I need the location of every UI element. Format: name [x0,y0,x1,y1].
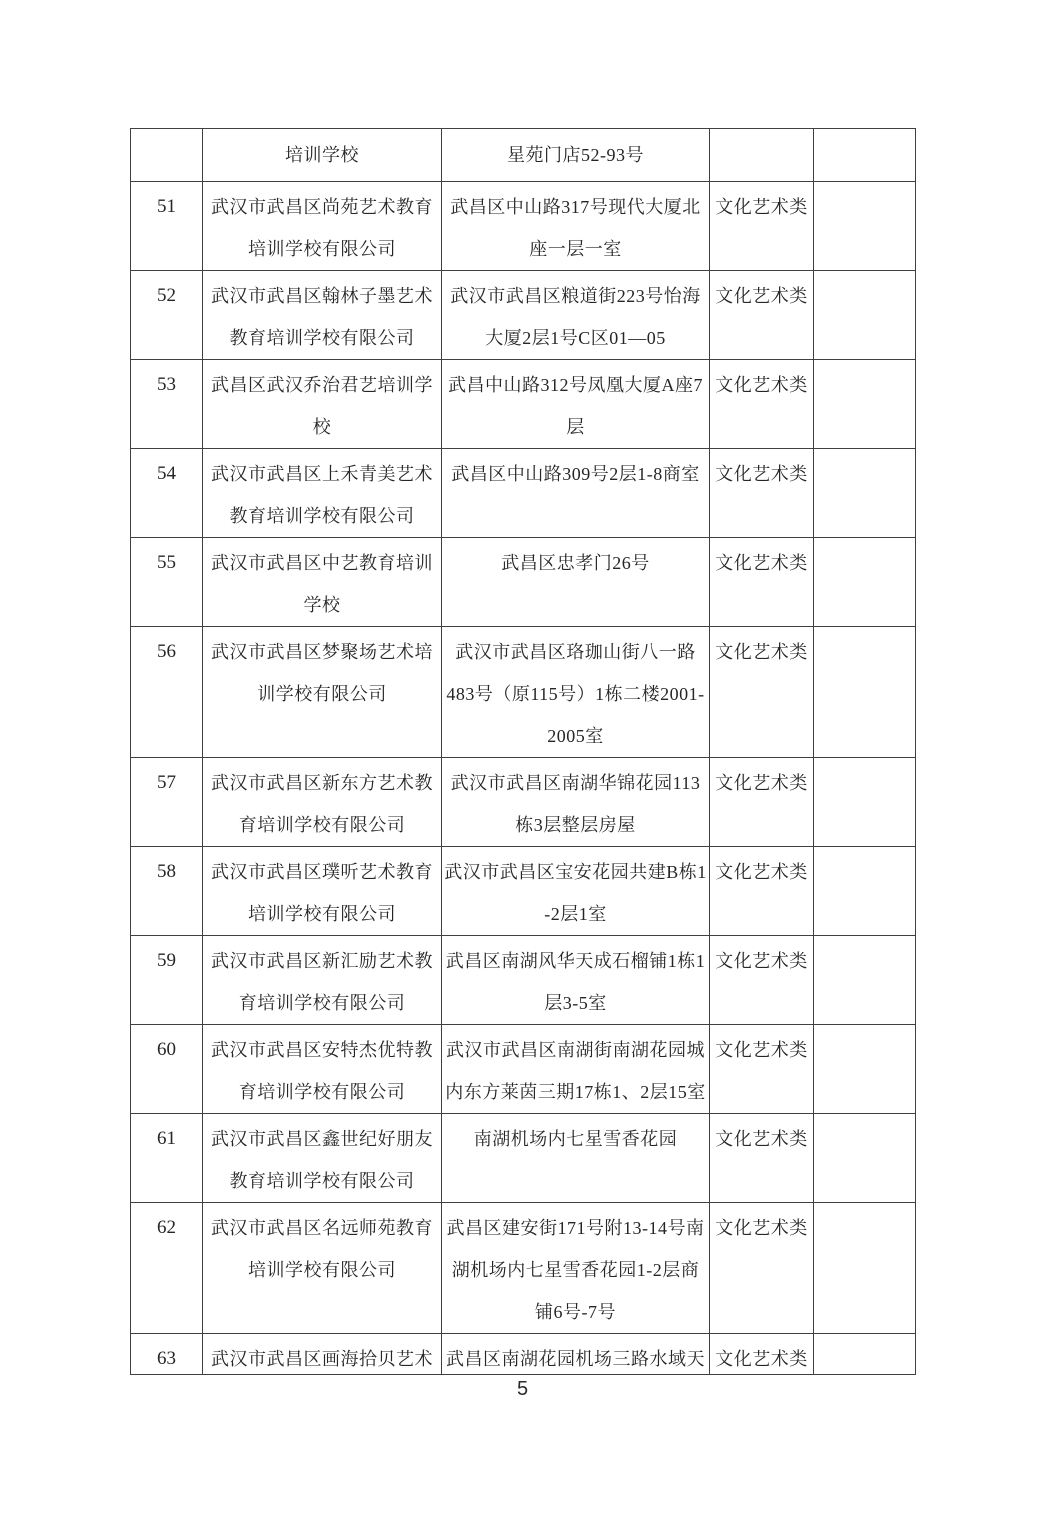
row-number-content [131,538,202,626]
note-cell [814,1203,916,1334]
text-line: 湖机场内七星雪香花园1-2层商 [451,1260,700,1280]
table-row [131,1334,916,1375]
text-line: 育培训学校有限公司 [238,1082,406,1102]
text-line: 育培训学校有限公司 [238,993,406,1013]
text-line: 武汉市武昌区尚苑艺术教育 [211,197,433,217]
text-line: 武汉市武昌区新汇励艺术教 [211,951,433,971]
text-line: 星苑门店52-93号 [507,145,644,165]
category-cell [710,360,814,449]
school-address-cell [442,1334,710,1375]
text-line: 文化艺术类 [715,197,808,217]
category-content [710,758,813,846]
text-line: 培训学校 [285,145,359,165]
text-line: 武汉市武昌区南湖街南湖花园城 [446,1040,705,1060]
text-line: 教育培训学校有限公司 [229,1171,415,1191]
school-name-cell [203,1203,442,1334]
school-address-content [442,758,709,846]
table-row [131,182,916,271]
school-address-cell [442,847,710,936]
school-address-content [442,538,709,626]
row-number-content [131,271,202,359]
note-content [814,538,915,626]
category-content [710,1025,813,1113]
school-name-content [203,129,441,181]
row-number-content [131,1114,202,1202]
text-line: 层3-5室 [544,993,607,1013]
text-line: 文化艺术类 [715,375,808,395]
text-line: 53 [157,374,176,395]
school-name-content [203,1334,441,1374]
school-address-content [442,936,709,1024]
note-content [814,936,915,1024]
note-cell [814,449,916,538]
table-row [131,1025,916,1114]
text-line: 内东方莱茵三期17栋1、2层15室 [445,1082,706,1102]
school-name-cell [203,360,442,449]
note-cell [814,271,916,360]
note-cell [814,538,916,627]
note-content [814,1334,915,1374]
text-line: 训学校有限公司 [257,684,387,704]
row-number-content [131,1025,202,1113]
school-address-cell [442,758,710,847]
category-cell [710,1025,814,1114]
note-cell [814,1334,916,1375]
school-name-content [203,936,441,1024]
row-number-cell [131,1114,203,1203]
text-line: 483号（原115号）1栋二楼2001- [446,684,705,704]
row-number-content [131,627,202,757]
category-content [710,449,813,537]
text-line: 栋3层整层房屋 [515,815,636,835]
school-address-cell [442,936,710,1025]
row-number-content [131,1334,202,1374]
table-row [131,1203,916,1334]
text-line: 座一层一室 [529,239,622,259]
school-name-cell [203,271,442,360]
text-line: 武汉市武昌区南湖华锦花园113 [450,773,701,793]
school-name-content [203,449,441,537]
row-number-cell [131,271,203,360]
row-number-cell [131,1334,203,1375]
school-address-content [442,129,709,181]
note-cell [814,1025,916,1114]
school-address-cell [442,271,710,360]
school-name-content [203,182,441,270]
row-number-content [131,449,202,537]
note-cell [814,847,916,936]
text-line: 59 [157,950,176,971]
text-line: 教育培训学校有限公司 [229,506,415,526]
text-line: 60 [157,1039,176,1060]
note-cell [814,1114,916,1203]
category-cell [710,1203,814,1334]
text-line: 文化艺术类 [715,1218,808,1238]
category-content [710,271,813,359]
row-number-cell [131,182,203,271]
text-line: 铺6号-7号 [535,1302,616,1322]
note-cell [814,627,916,758]
text-line: 61 [157,1128,176,1149]
school-address-content [442,449,709,537]
text-line: 58 [157,861,176,882]
page-number: 5 [516,1378,529,1400]
note-content [814,360,915,448]
text-line: 62 [157,1217,176,1238]
text-line: 武汉市武昌区新东方艺术教 [211,773,433,793]
school-address-content [442,847,709,935]
row-number-content [131,1203,202,1333]
text-line: 武汉市武昌区安特杰优特教 [211,1040,433,1060]
row-number-content [131,360,202,448]
table-row [131,449,916,538]
row-number-cell [131,538,203,627]
school-address-content [442,271,709,359]
category-content [710,1203,813,1333]
text-line: 武汉市武昌区梦聚场艺术培 [211,642,433,662]
text-line: 56 [157,641,176,662]
row-number-content [131,758,202,846]
text-line: 武昌区中山路309号2层1-8商室 [451,464,700,484]
text-line: 培训学校有限公司 [248,239,396,259]
note-content [814,1203,915,1333]
school-address-cell [442,627,710,758]
text-line: 学校 [303,595,341,615]
text-line: 57 [157,772,176,793]
text-line: 文化艺术类 [715,862,808,882]
table-row [131,360,916,449]
text-line: 2005室 [547,726,604,746]
text-line: -2层1室 [544,904,607,924]
table-row [131,271,916,360]
note-content [814,1025,915,1113]
school-name-cell [203,129,442,182]
text-line: 武昌区南湖花园机场三路水域天 [446,1349,705,1369]
school-address-content [442,1114,709,1202]
row-number-content [131,129,202,181]
row-number-cell [131,129,203,182]
school-name-cell [203,936,442,1025]
text-line: 武昌区建安街171号附13-14号南 [446,1218,705,1238]
category-content [710,936,813,1024]
text-line: 武昌区忠孝门26号 [501,553,650,573]
note-content [814,627,915,757]
note-cell [814,936,916,1025]
school-address-cell [442,182,710,271]
school-name-content [203,271,441,359]
text-line: 52 [157,285,176,306]
school-address-cell [442,1203,710,1334]
text-line: 武汉市武昌区粮道街223号怡海 [450,286,701,306]
category-cell [710,1334,814,1375]
text-line: 武昌中山路312号凤凰大厦A座7 [448,375,703,395]
note-cell [814,360,916,449]
text-line: 文化艺术类 [715,1129,808,1149]
text-line: 文化艺术类 [715,1349,808,1369]
category-content [710,129,813,181]
text-line: 武昌区武汉乔治君艺培训学 [211,375,433,395]
text-line: 54 [157,463,176,484]
category-cell [710,271,814,360]
school-name-cell [203,627,442,758]
text-line: 63 [157,1348,176,1369]
table-row [131,936,916,1025]
note-content [814,847,915,935]
school-address-content [442,360,709,448]
text-line: 武汉市武昌区翰林子墨艺术 [211,286,433,306]
note-content [814,182,915,270]
note-cell [814,182,916,271]
table-row [131,847,916,936]
category-cell [710,847,814,936]
row-number-content [131,936,202,1024]
text-line: 武昌区中山路317号现代大厦北 [450,197,701,217]
text-line: 南湖机场内七星雪香花园 [473,1129,678,1149]
school-name-content [203,758,441,846]
category-cell [710,129,814,182]
school-address-content [442,1025,709,1113]
row-number-cell [131,449,203,538]
note-content [814,449,915,537]
row-number-cell [131,1203,203,1334]
school-name-content [203,1203,441,1333]
text-line: 武昌区南湖风华天成石榴铺1栋1 [445,951,706,971]
category-cell [710,758,814,847]
note-content [814,129,915,181]
row-number-cell [131,847,203,936]
text-line: 武汉市武昌区鑫世纪好朋友 [211,1129,433,1149]
table-row [131,627,916,758]
category-content [710,847,813,935]
row-number-cell [131,1025,203,1114]
category-content [710,627,813,757]
text-line: 文化艺术类 [715,642,808,662]
note-content [814,758,915,846]
row-number-cell [131,627,203,758]
text-line: 武汉市武昌区宝安花园共建B栋1 [444,862,707,882]
school-address-content [442,1334,709,1374]
row-number-content [131,847,202,935]
text-line: 文化艺术类 [715,286,808,306]
text-line: 培训学校有限公司 [248,1260,396,1280]
text-line: 武汉市武昌区珞珈山街八一路 [455,642,696,662]
school-address-cell [442,1114,710,1203]
school-name-cell [203,182,442,271]
category-content [710,1334,813,1374]
school-address-cell [442,360,710,449]
note-content [814,1114,915,1202]
category-cell [710,449,814,538]
category-cell [710,627,814,758]
text-line: 55 [157,552,176,573]
note-cell [814,758,916,847]
category-content [710,538,813,626]
text-line: 51 [157,196,176,217]
school-name-cell [203,449,442,538]
row-number-cell [131,758,203,847]
row-number-cell [131,936,203,1025]
text-line: 武汉市武昌区璞听艺术教育 [211,862,433,882]
text-line: 武汉市武昌区中艺教育培训 [211,553,433,573]
school-address-content [442,627,709,757]
school-name-content [203,627,441,757]
category-content [710,360,813,448]
table-row [131,538,916,627]
table-row [131,758,916,847]
text-line: 文化艺术类 [715,951,808,971]
text-line: 武汉市武昌区上禾青美艺术 [211,464,433,484]
text-line: 教育培训学校有限公司 [229,328,415,348]
text-line: 校 [312,417,332,437]
row-number-cell [131,360,203,449]
school-name-content [203,538,441,626]
text-line: 武汉市武昌区画海拾贝艺术 [211,1349,433,1369]
category-cell [710,182,814,271]
school-name-content [203,1025,441,1113]
school-address-content [442,1203,709,1333]
school-name-content [203,847,441,935]
school-address-cell [442,1025,710,1114]
row-number-content [131,182,202,270]
text-line: 大厦2层1号C区01—05 [485,328,666,348]
school-address-cell [442,129,710,182]
category-content [710,1114,813,1202]
school-name-cell [203,1114,442,1203]
school-name-cell [203,847,442,936]
text-line: 文化艺术类 [715,464,808,484]
text-line: 层 [566,417,585,437]
school-name-content [203,360,441,448]
school-address-cell [442,449,710,538]
note-cell [814,129,916,182]
text-line: 文化艺术类 [715,553,808,573]
text-line: 武汉市武昌区名远师苑教育 [211,1218,433,1238]
text-line: 培训学校有限公司 [248,904,396,924]
category-cell [710,1114,814,1203]
category-cell [710,936,814,1025]
table-body [131,129,916,1375]
school-name-cell [203,1334,442,1375]
school-name-cell [203,538,442,627]
school-name-cell [203,758,442,847]
text-line: 文化艺术类 [715,1040,808,1060]
table-row [131,1114,916,1203]
text-line: 文化艺术类 [715,773,808,793]
text-line: 育培训学校有限公司 [238,815,406,835]
school-name-content [203,1114,441,1202]
category-cell [710,538,814,627]
table-row [131,129,916,182]
school-address-cell [442,538,710,627]
school-name-cell [203,1025,442,1114]
school-address-content [442,182,709,270]
training-schools-table [130,128,916,1375]
category-content [710,182,813,270]
note-content [814,271,915,359]
